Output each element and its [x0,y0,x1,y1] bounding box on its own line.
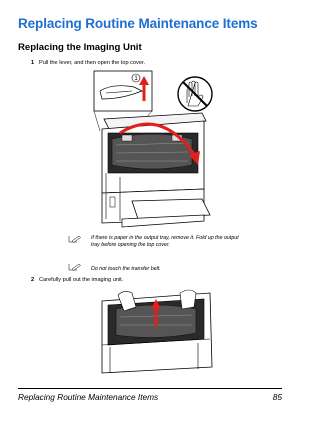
note-text [91,266,161,273]
section-title: Replacing the Imaging Unit [18,42,142,53]
note-line: tray before opening the top cover. [91,242,171,248]
callout-number: 1 [134,76,138,83]
note-line: If there is paper in the output tray, remove it. Fold up the output [91,235,239,241]
footer-title: Replacing Routine Maintenance Items [18,392,159,402]
step-text: Carefully pull out the imaging unit. [39,277,124,283]
note-pencil-icon [68,263,82,272]
note-line: Do not touch the transfer belt. [91,266,161,272]
printer-open-cover-illustration [92,69,218,231]
step-text: Pull the lever, and then open the top cover. [39,60,146,66]
imaging-unit-removal-illustration [98,287,216,375]
step-2 [33,277,123,283]
step-1 [33,60,145,66]
page-title: Replacing Routine Maintenance Items [18,16,258,31]
note-text [91,235,239,249]
note-pencil-icon [68,235,82,244]
footer-divider [18,388,282,389]
step-number: 1 [31,60,35,66]
step-number: 2 [31,277,35,283]
page-number: 85 [272,392,282,402]
